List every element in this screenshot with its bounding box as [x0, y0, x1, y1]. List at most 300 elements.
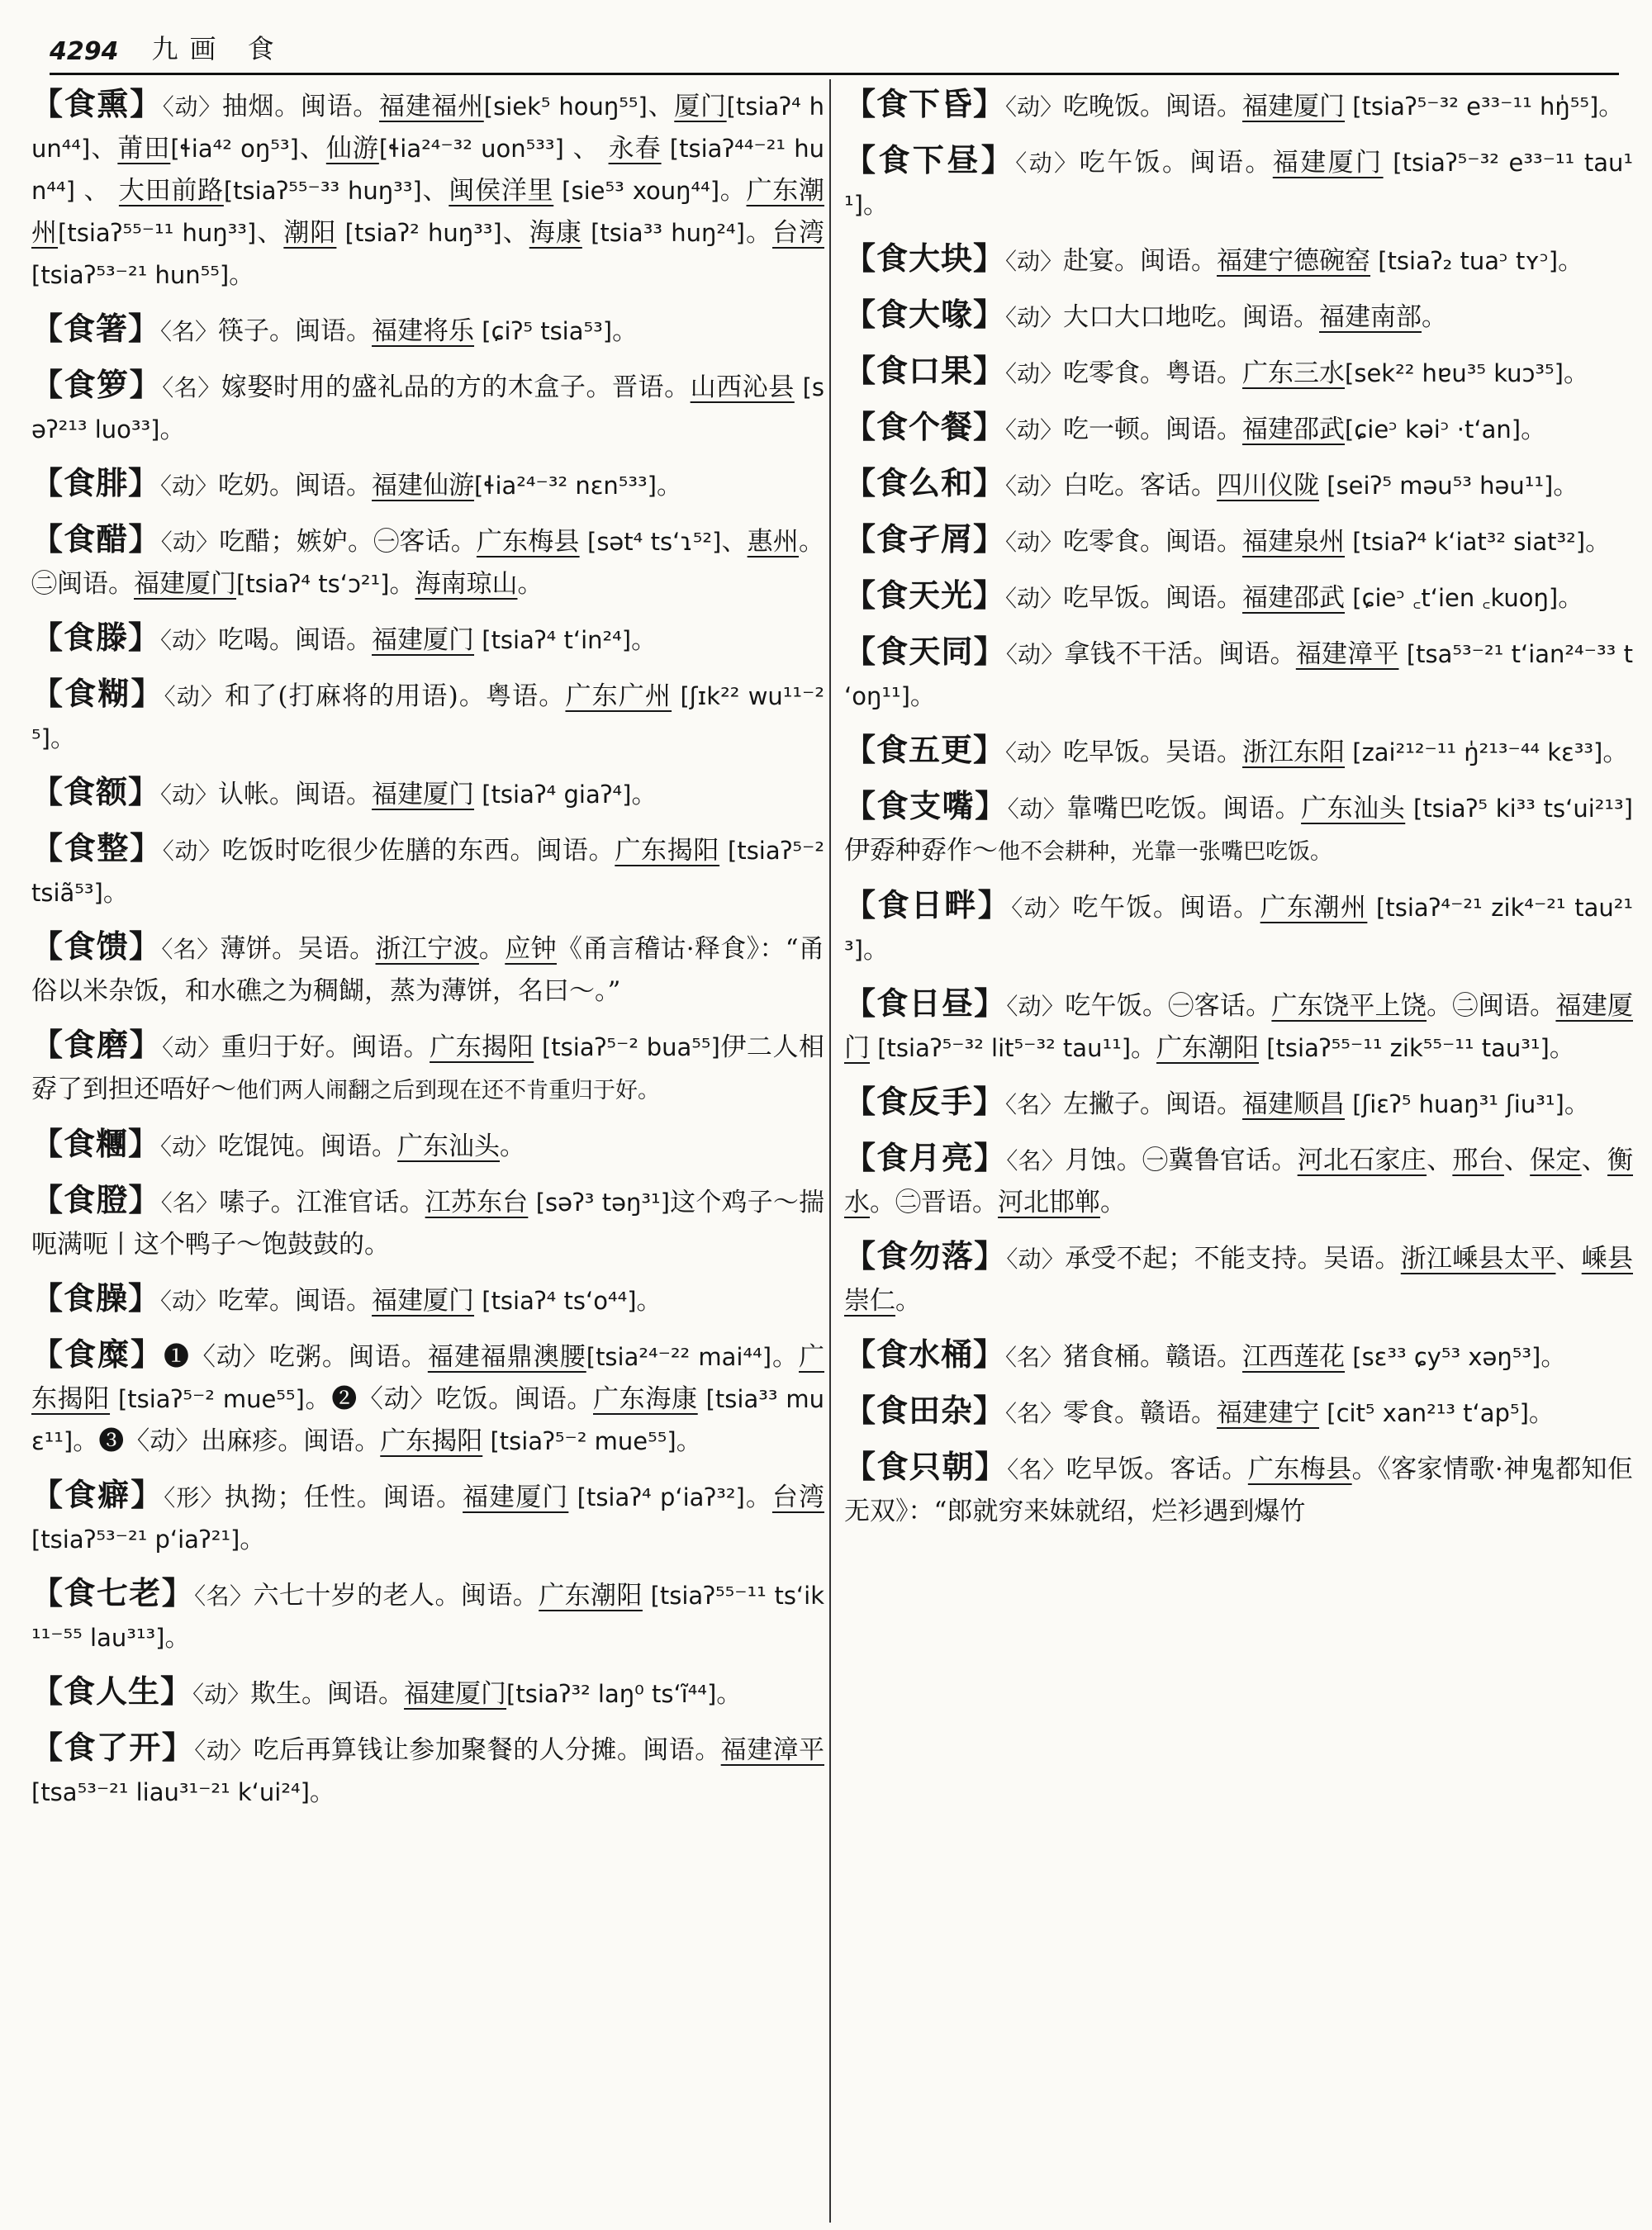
phonetic-transcription: [sɛ³³ ɕy⁵³ xəŋ⁵³] [1345, 1343, 1541, 1371]
phonetic-transcription: [tsiaʔ⁴ tʻin²⁴] [474, 626, 632, 654]
entry-text: 六七十岁的老人。闽语。 [253, 1581, 539, 1611]
entry-text: 、 [90, 134, 118, 164]
entry-text: 。㊁闽语。 [1427, 991, 1556, 1021]
dictionary-entry [31, 462, 824, 507]
dictionary-entry [31, 672, 824, 760]
phonetic-transcription: [tsiaʔ⁵⁻³² e³³⁻¹¹ tau¹¹] [844, 149, 1633, 219]
entry-text: 吃午饭。闽语。 [1072, 893, 1260, 923]
example-gloss: 他不会耕种，光靠一张嘴巴吃饭。 [998, 839, 1332, 865]
dictionary-entry [31, 616, 824, 662]
place-name: 福建厦门 [372, 625, 475, 655]
dictionary-entry [844, 1235, 1633, 1322]
entry-text: 伊二人相孬了到担还唔好～ [31, 1032, 824, 1104]
place-name: 福建厦门 [372, 1286, 475, 1316]
phonetic-transcription: [tsiaʔ⁵³⁻²¹ pʻiaʔ²¹] [31, 1525, 240, 1554]
entry-text: 吃喝。闽语。 [218, 625, 373, 655]
place-name: 广东海康 [593, 1384, 698, 1414]
entry-text: 吃饭时吃很少佐膳的东西。闽语。 [221, 836, 615, 866]
place-name: 广东潮州 [1260, 893, 1368, 923]
entry-text: 。 [1528, 1398, 1555, 1428]
phonetic-transcription: [tsia³³ huŋ²⁴] [582, 219, 745, 247]
phonetic-transcription: [tsiaʔ² huŋ³³] [336, 219, 502, 247]
place-name: 广东饶平上饶 [1271, 991, 1427, 1021]
place-name: 保定 [1530, 1146, 1582, 1175]
entry-headword: 【食癖】 [31, 1476, 164, 1513]
part-of-speech: 〈名〉 [194, 1582, 254, 1610]
right-column [844, 83, 1633, 2218]
left-column [31, 83, 824, 2218]
phonetic-transcription: [tsiaʔ₂ tuaᵓ tʏᵓ] [1370, 247, 1559, 275]
entry-text: 吃早饭。吴语。 [1063, 738, 1243, 767]
phonetic-transcription: [zai²¹²⁻¹¹ ŋ̍²¹³⁻⁴⁴ kɛ³³] [1345, 738, 1603, 766]
entry-text: 零食。赣语。 [1063, 1398, 1218, 1428]
entry-text: 大口大口地吃。闽语。 [1063, 302, 1320, 332]
part-of-speech: 〈动〉 [1005, 304, 1064, 331]
dictionary-entry [844, 237, 1633, 282]
entry-text: 。 [771, 1342, 800, 1372]
entry-text: 。《客家情歌·神鬼都知佢无双》：“郎就穷来妹就绍，烂衫遇到爆竹 [844, 1454, 1633, 1526]
part-of-speech: 〈名〉 [160, 318, 219, 345]
phonetic-transcription: [tsa⁵³⁻²¹ tʻian²⁴⁻³³ tʻoŋ¹¹] [844, 640, 1633, 710]
place-name: 福建漳平 [720, 1735, 824, 1765]
phonetic-transcription: [tsiaʔ⁵³⁻²¹ hun⁵⁵] [31, 261, 230, 289]
entry-text: 、 [501, 218, 529, 248]
place-name: 福建顺昌 [1242, 1089, 1346, 1119]
entry-headword: 【食天同】 [844, 633, 1006, 670]
place-name: 广东潮州 [31, 176, 824, 248]
phonetic-transcription: [ɕieᵓ kəiᵓ ·tʻan] [1345, 415, 1521, 444]
place-name: 浙江嵊县太平 [1400, 1244, 1556, 1274]
place-name: 广东梅县 [1247, 1454, 1352, 1484]
dictionary-entry [31, 1122, 824, 1168]
entry-headword: 【食熏】 [31, 85, 163, 122]
entry-text: 。 [719, 176, 747, 206]
place-name: 福建南部 [1319, 302, 1422, 332]
entry-headword: 【食么和】 [844, 464, 1006, 501]
phonetic-transcription: [səʔ³ təŋ³¹] [528, 1189, 670, 1217]
place-name: 江苏东台 [425, 1188, 529, 1217]
phonetic-transcription: [tsiaʔ⁵⁻³² e³³⁻¹¹ hŋ̍⁵⁵] [1345, 93, 1599, 121]
entry-text: 。 [862, 935, 889, 965]
place-name: 浙江宁波 [375, 934, 479, 964]
entry-headword: 【食勿落】 [844, 1237, 1007, 1274]
phonetic-transcription: [tsiaʔ⁵⁻² bua⁵⁵] [534, 1033, 720, 1061]
dictionary-entry [844, 785, 1633, 873]
entry-headword: 【食大块】 [844, 240, 1006, 277]
entry-text: 。 [1585, 527, 1612, 557]
dictionary-entry [31, 925, 824, 1013]
entry-text: 、 [298, 134, 326, 164]
entry-text: 。 [636, 1286, 662, 1316]
entry-headword: 【食额】 [31, 773, 161, 810]
dictionary-entry [844, 139, 1633, 226]
entry-text: 赴宴。闽语。 [1063, 246, 1218, 276]
entry-text: 、 [563, 134, 609, 164]
phonetic-transcription: [tsiaʔ⁴ kʻiat³² siat³²] [1345, 528, 1586, 556]
entry-text: 。 [517, 569, 544, 599]
entry-text: 。❷〈动〉吃饭。闽语。 [304, 1384, 593, 1414]
dictionary-entry [844, 1080, 1633, 1126]
dictionary-entry [844, 83, 1633, 128]
entry-headword: 【食滕】 [31, 619, 161, 656]
part-of-speech: 〈动〉 [1006, 1245, 1066, 1273]
entry-text: 拿钱不干活。闽语。 [1064, 639, 1296, 669]
entry-text: 薄饼。吴语。 [220, 934, 376, 964]
part-of-speech: 〈动〉 [1005, 248, 1064, 275]
place-name: 莆田 [117, 134, 171, 164]
entry-text: 。 [164, 1623, 191, 1653]
entry-text: 。 [1558, 583, 1584, 613]
dictionary-entry [31, 1572, 824, 1659]
entry-headword: 【食月亮】 [844, 1139, 1007, 1176]
entry-text: 白吃。客话。 [1063, 471, 1218, 501]
phonetic-transcription: [tsiaʔ⁴⁻²¹ zik⁴⁻²¹ tau²¹³] [844, 894, 1633, 964]
place-name: 福建漳平 [1295, 639, 1399, 669]
entry-text: 。 [1598, 92, 1625, 121]
entry-headword: 【食箩】 [31, 366, 163, 403]
entry-text: 靠嘴巴吃饭。闽语。 [1066, 794, 1302, 823]
place-name: 福建邵武 [1242, 583, 1346, 613]
place-name: 广东揭阳 [31, 1342, 824, 1414]
phonetic-transcription: [tsiaʔ⁵⁵⁻¹¹ zik⁵⁵⁻¹¹ tau³¹] [1259, 1034, 1550, 1062]
entry-text: 、 [74, 176, 119, 206]
place-name: 河北石家庄 [1297, 1146, 1427, 1175]
phonetic-transcription: [tsiaʔ⁴ tsʻɔ²¹] [236, 570, 390, 598]
place-name: 广东汕头 [397, 1132, 501, 1161]
phonetic-transcription: [ɬia²⁴⁻³² nɛn⁵³³] [474, 472, 657, 500]
entry-headword: 【食人生】 [31, 1672, 193, 1710]
entry-headword: 【食磨】 [31, 1026, 163, 1063]
phonetic-transcription: [tsiaʔ⁵⁵⁻¹¹ huŋ³³] [58, 219, 257, 247]
entry-text: 左撇子。闽语。 [1063, 1089, 1243, 1119]
place-name: 广东揭阳 [430, 1032, 534, 1062]
entry-text: 吃奶。闽语。 [218, 471, 373, 501]
dictionary-entry [844, 1389, 1633, 1435]
entry-text: 《甬言稽诂·释食》：“甬俗以米杂饭，和水礁之为稠餬，蒸为薄饼，名曰～。” [31, 934, 824, 1006]
entry-text: 。 [1563, 358, 1589, 388]
entry-text: 。 [1602, 738, 1629, 767]
page-header [50, 15, 1619, 75]
phonetic-transcription: [tsiaʔ⁴ pʻiaʔ³²] [568, 1483, 745, 1511]
part-of-speech: 〈动〉 [1005, 360, 1064, 387]
entry-text: 。 [909, 681, 936, 711]
place-name: 广东揭阳 [615, 836, 720, 866]
phonetic-transcription: [tsiaʔ⁴ tsʻo⁴⁴] [474, 1287, 637, 1315]
place-name: 广东潮阳 [1156, 1033, 1260, 1063]
dictionary-entry [31, 1726, 824, 1814]
place-name: 福建仙游 [372, 471, 475, 501]
entry-headword: 【食馈】 [31, 928, 162, 965]
entry-text: 。 [309, 1777, 335, 1807]
dictionary-entry [844, 1333, 1633, 1378]
place-name: 惠州 [747, 527, 799, 557]
entry-headword: 【食膯】 [31, 1181, 161, 1218]
dictionary-entry [31, 83, 824, 297]
entry-text: 吃午饭。㊀客话。 [1065, 991, 1272, 1021]
entry-headword: 【食反手】 [844, 1083, 1006, 1120]
entry-text: 。 [1540, 1342, 1567, 1372]
entry-text: 。 [656, 471, 682, 501]
part-of-speech: 〈动〉 [1005, 416, 1064, 444]
entry-text: 吃后再算钱让参加聚餐的人分摊。闽语。 [253, 1735, 721, 1765]
entry-text: 。㊁闽语。 [31, 527, 824, 599]
dictionary-entry [844, 406, 1633, 451]
dictionary-entry [31, 1333, 824, 1463]
part-of-speech: 〈名〉 [160, 1189, 220, 1217]
place-name: 福建将乐 [372, 316, 475, 346]
place-name: 海康 [529, 218, 582, 248]
dictionary-entry [31, 771, 824, 816]
part-of-speech: 〈动〉 [1011, 894, 1073, 922]
place-name: 厦门 [674, 92, 727, 121]
entry-text: 。 [676, 1426, 702, 1456]
entry-headword: 【食下昏】 [844, 85, 1006, 122]
entry-text: 。 [50, 724, 76, 753]
place-name: 福建宁德碗窑 [1217, 246, 1371, 276]
phonetic-transcription: [sek²² hɐu³⁵ kuɔ³⁵] [1345, 359, 1564, 387]
place-name: 河北邯郸 [998, 1188, 1100, 1217]
dictionary-entry [844, 1136, 1633, 1224]
phonetic-transcription: [tsia²⁴⁻²² mai⁴⁴] [586, 1343, 772, 1371]
entry-text: 。 [612, 316, 638, 346]
place-name: 福建泉州 [1242, 527, 1346, 557]
phonetic-transcription: [tsiaʔ⁴ giaʔ⁴] [474, 780, 632, 809]
part-of-speech: 〈动〉 [164, 683, 225, 710]
entry-headword: 【食五更】 [844, 731, 1006, 768]
dictionary-entry [844, 884, 1633, 971]
part-of-speech: 〈动〉 [1005, 472, 1064, 500]
entry-text: 。 [1553, 471, 1579, 501]
dictionary-entry [31, 1670, 824, 1715]
entry-text: 、 [1503, 1146, 1531, 1175]
entry-headword: 【食水桶】 [844, 1336, 1006, 1373]
dictionary-entry [844, 982, 1633, 1070]
entry-text: 月蚀。㊀冀鲁官话。 [1065, 1146, 1298, 1175]
part-of-speech: 〈动〉 [160, 529, 220, 556]
entry-text: 。 [744, 218, 772, 248]
entry-text: ❶〈动〉吃粥。闽语。 [163, 1342, 428, 1372]
phonetic-transcription: [tsia³³ muɛ¹¹] [31, 1385, 824, 1455]
part-of-speech: 〈名〉 [1005, 1344, 1064, 1371]
entry-text: 。 [240, 1525, 266, 1554]
entry-headword: 【食只朝】 [844, 1448, 1008, 1485]
dictionary-entry [31, 1023, 824, 1112]
place-name: 大田前路 [118, 176, 224, 206]
entry-text: 。 [478, 934, 506, 964]
phonetic-transcription: [siek⁵ houŋ⁵⁵] [483, 93, 648, 121]
part-of-speech: 〈动〉 [160, 472, 219, 500]
phonetic-transcription: [ɬia⁴² oŋ⁵³] [170, 135, 299, 163]
entry-text: 。 [159, 415, 186, 444]
entry-headword: 【食口果】 [844, 352, 1006, 389]
place-name: 永春 [608, 134, 662, 164]
entry-text: 抽烟。闽语。 [221, 92, 379, 121]
dictionary-entry [844, 1445, 1633, 1533]
phonetic-transcription: [sie⁵³ xouŋ⁴⁴] [553, 177, 720, 205]
part-of-speech: 〈动〉 [1005, 93, 1064, 121]
entry-text: 。 [744, 1483, 772, 1512]
entry-text: 吃早饭。客话。 [1066, 1454, 1248, 1484]
entry-text: 。 [102, 878, 129, 908]
entry-text: 。 [631, 625, 657, 655]
place-name: 广东汕头 [1301, 794, 1406, 823]
phonetic-transcription: [tsiaʔ⁴ hun⁴⁴] [31, 93, 824, 163]
entry-text: 吃荤。闽语。 [218, 1286, 373, 1316]
entry-text: 吃醋；嫉妒。㊀客话。 [219, 527, 477, 557]
entry-text: 认帐。闽语。 [218, 780, 373, 809]
entry-headword: 【食臊】 [31, 1279, 161, 1317]
phonetic-transcription: [tsiaʔ⁵⁻² mue⁵⁵] [110, 1385, 305, 1413]
part-of-speech: 〈动〉 [1006, 993, 1066, 1020]
place-name: 潮阳 [283, 218, 337, 248]
entry-text: 。 [1100, 1188, 1126, 1217]
entry-text: 。 [631, 780, 657, 809]
entry-text: 。 [229, 260, 255, 290]
entry-text: 承受不起；不能支持。吴语。 [1065, 1244, 1401, 1274]
place-name: 山西沁县 [690, 372, 795, 402]
part-of-speech: 〈动〉 [162, 1034, 221, 1061]
dictionary-entry [844, 574, 1633, 619]
part-of-speech: 〈动〉 [192, 1681, 251, 1708]
phonetic-transcription: [tsiaʔ⁴⁴⁻²¹ hun⁴⁴] [31, 135, 824, 205]
phonetic-transcription: [cit⁵ xan²¹³ tʻap⁵] [1319, 1399, 1529, 1427]
dictionary-entry [31, 1277, 824, 1322]
place-name: 福建福州 [379, 92, 484, 121]
part-of-speech: 〈动〉 [1015, 149, 1080, 177]
entry-text: 。❸〈动〉出麻疹。闽语。 [73, 1426, 381, 1456]
entry-text: 吃午饭。闽语。 [1079, 148, 1273, 178]
entry-text: 欺生。闽语。 [250, 1679, 405, 1709]
place-name: 广东梅县 [476, 527, 580, 557]
entry-headword: 【食箸】 [31, 310, 161, 347]
entry-headword: 【食日昼】 [844, 985, 1007, 1022]
dictionary-entry [844, 728, 1633, 774]
phonetic-transcription: [tsiaʔ³² laŋ⁰ tsʻĩ⁴⁴] [506, 1680, 717, 1708]
place-name: 台湾 [771, 1483, 824, 1512]
dictionary-entry [844, 293, 1633, 339]
part-of-speech: 〈动〉 [1005, 739, 1064, 766]
phonetic-transcription: [tsiaʔ⁵⁻² mue⁵⁵] [482, 1427, 676, 1455]
entry-text: 。 [716, 1679, 743, 1709]
part-of-speech: 〈动〉 [160, 627, 219, 654]
entry-headword: 【食七老】 [31, 1574, 195, 1611]
column-divider [829, 79, 831, 2223]
entry-text: 吃零食。粤语。 [1063, 358, 1243, 388]
place-name: 福建厦门 [134, 569, 236, 599]
dictionary-entry [844, 630, 1633, 718]
phonetic-transcription: [sət⁴ tsʻɿ⁵²] [579, 528, 722, 556]
entry-text: 嗉子。江淮官话。 [219, 1188, 425, 1217]
entry-text: 、 [1555, 1244, 1582, 1274]
phonetic-transcription: [ʃiɛʔ⁵ huaŋ³¹ ʃiu³¹] [1345, 1090, 1564, 1118]
place-name: 福建福鼎澳腰 [427, 1342, 586, 1372]
entry-text: 猪食桶。赣语。 [1063, 1342, 1243, 1372]
part-of-speech: 〈动〉 [1005, 641, 1065, 668]
part-of-speech: 〈动〉 [1007, 795, 1067, 823]
entry-text: 。 [1564, 1089, 1590, 1119]
phonetic-transcription: [tsiaʔ⁵⁻³² lit⁵⁻³² tau¹¹] [870, 1034, 1132, 1062]
entry-headword: 【食下昼】 [844, 141, 1016, 178]
phonetic-transcription: [ɕiʔ⁵ tsia⁵³] [474, 317, 613, 345]
part-of-speech: 〈名〉 [1006, 1147, 1066, 1174]
part-of-speech: 〈名〉 [1005, 1091, 1064, 1118]
entry-text: 。 [1549, 1033, 1575, 1063]
place-name: 福建建宁 [1217, 1398, 1320, 1428]
part-of-speech: 〈动〉 [1005, 529, 1064, 556]
entry-headword: 【食糜】 [31, 1336, 164, 1373]
place-name: 广东潮阳 [539, 1581, 643, 1611]
phonetic-transcription: [ɕieᵓ ꜀tʻien ꜀kuoŋ] [1345, 584, 1559, 612]
entry-text: 重归于好。闽语。 [221, 1032, 430, 1062]
entry-text: 。 [1558, 246, 1584, 276]
example-gloss: 他们两人闹翻之后到现在还不肯重归于好。 [236, 1078, 660, 1103]
entry-headword: 【食田杂】 [844, 1392, 1006, 1429]
entry-headword: 【食大喙】 [844, 296, 1006, 333]
entry-headword: 【食日畔】 [844, 886, 1012, 923]
phonetic-transcription: [tsiaʔ⁵⁵⁻¹¹ tsʻik¹¹⁻⁵⁵ lau³¹³] [31, 1582, 824, 1652]
part-of-speech: 〈名〉 [1007, 1456, 1066, 1483]
entry-text: 伊孬种孬作～ [844, 836, 998, 866]
place-name: 福建厦门 [1272, 148, 1384, 178]
part-of-speech: 〈动〉 [162, 93, 222, 121]
place-name: 广东广州 [565, 681, 672, 711]
entry-headword: 【食孑屑】 [844, 520, 1006, 558]
phonetic-transcription: [tsiaʔ⁵⁻² tsiã⁵³] [31, 837, 824, 907]
part-of-speech: 〈动〉 [1005, 585, 1064, 612]
entry-text: 这个鸡子～揣呃满呃丨这个鸭子～饱鼓鼓的。 [31, 1188, 824, 1260]
part-of-speech: 〈名〉 [1005, 1400, 1064, 1427]
entry-text: 。 [389, 569, 415, 599]
dictionary-entry [844, 349, 1633, 395]
place-name: 海南琼山 [415, 569, 518, 599]
phonetic-transcription: [tsiaʔ⁵ ki³³ tsʻui²¹³] [1405, 795, 1633, 823]
entry-text: 、 [421, 176, 449, 206]
page-number: 4294 [50, 37, 119, 66]
running-head: 九画 食 [151, 33, 286, 64]
dictionary-entry [31, 1473, 824, 1561]
place-name: 应钟 [505, 934, 557, 964]
place-name: 闽侯洋里 [449, 176, 554, 206]
entry-headword: 【食醋】 [31, 520, 161, 558]
entry-text: 、 [256, 218, 284, 248]
entry-text: 。 [1521, 415, 1547, 444]
part-of-speech: 〈动〉 [160, 1288, 219, 1315]
place-name: 邢台 [1452, 1146, 1504, 1175]
entry-text: 吃晚饭。闽语。 [1063, 92, 1243, 121]
entry-text: 执拗；任性。闽语。 [224, 1483, 463, 1512]
dictionary-entry [31, 518, 824, 605]
part-of-speech: 〈动〉 [160, 1133, 219, 1160]
phonetic-transcription: [ɬia²⁴⁻³² uon⁵³³] [378, 135, 564, 163]
entry-text: 、 [1427, 1146, 1453, 1175]
dictionary-entry [844, 518, 1633, 563]
phonetic-transcription: [tsa⁵³⁻²¹ liau³¹⁻²¹ kʻui²⁴] [31, 1778, 310, 1806]
place-name: 福建邵武 [1242, 415, 1346, 444]
entry-text: 。 [1131, 1033, 1157, 1063]
place-name: 福建厦门 [372, 780, 475, 809]
place-name: 广东三水 [1242, 358, 1346, 388]
entry-headword: 【食个餐】 [844, 408, 1006, 445]
entry-text: 。 [862, 190, 889, 220]
place-name: 福建厦门 [463, 1483, 569, 1512]
place-name: 衡水 [844, 1146, 1633, 1217]
entry-text: 、 [1581, 1146, 1608, 1175]
dictionary-entry [31, 827, 824, 914]
entry-text: 筷子。闽语。 [218, 316, 373, 346]
part-of-speech: 〈名〉 [162, 374, 221, 401]
dictionary-entry [31, 1179, 824, 1266]
place-name: 福建厦门 [1242, 92, 1346, 121]
